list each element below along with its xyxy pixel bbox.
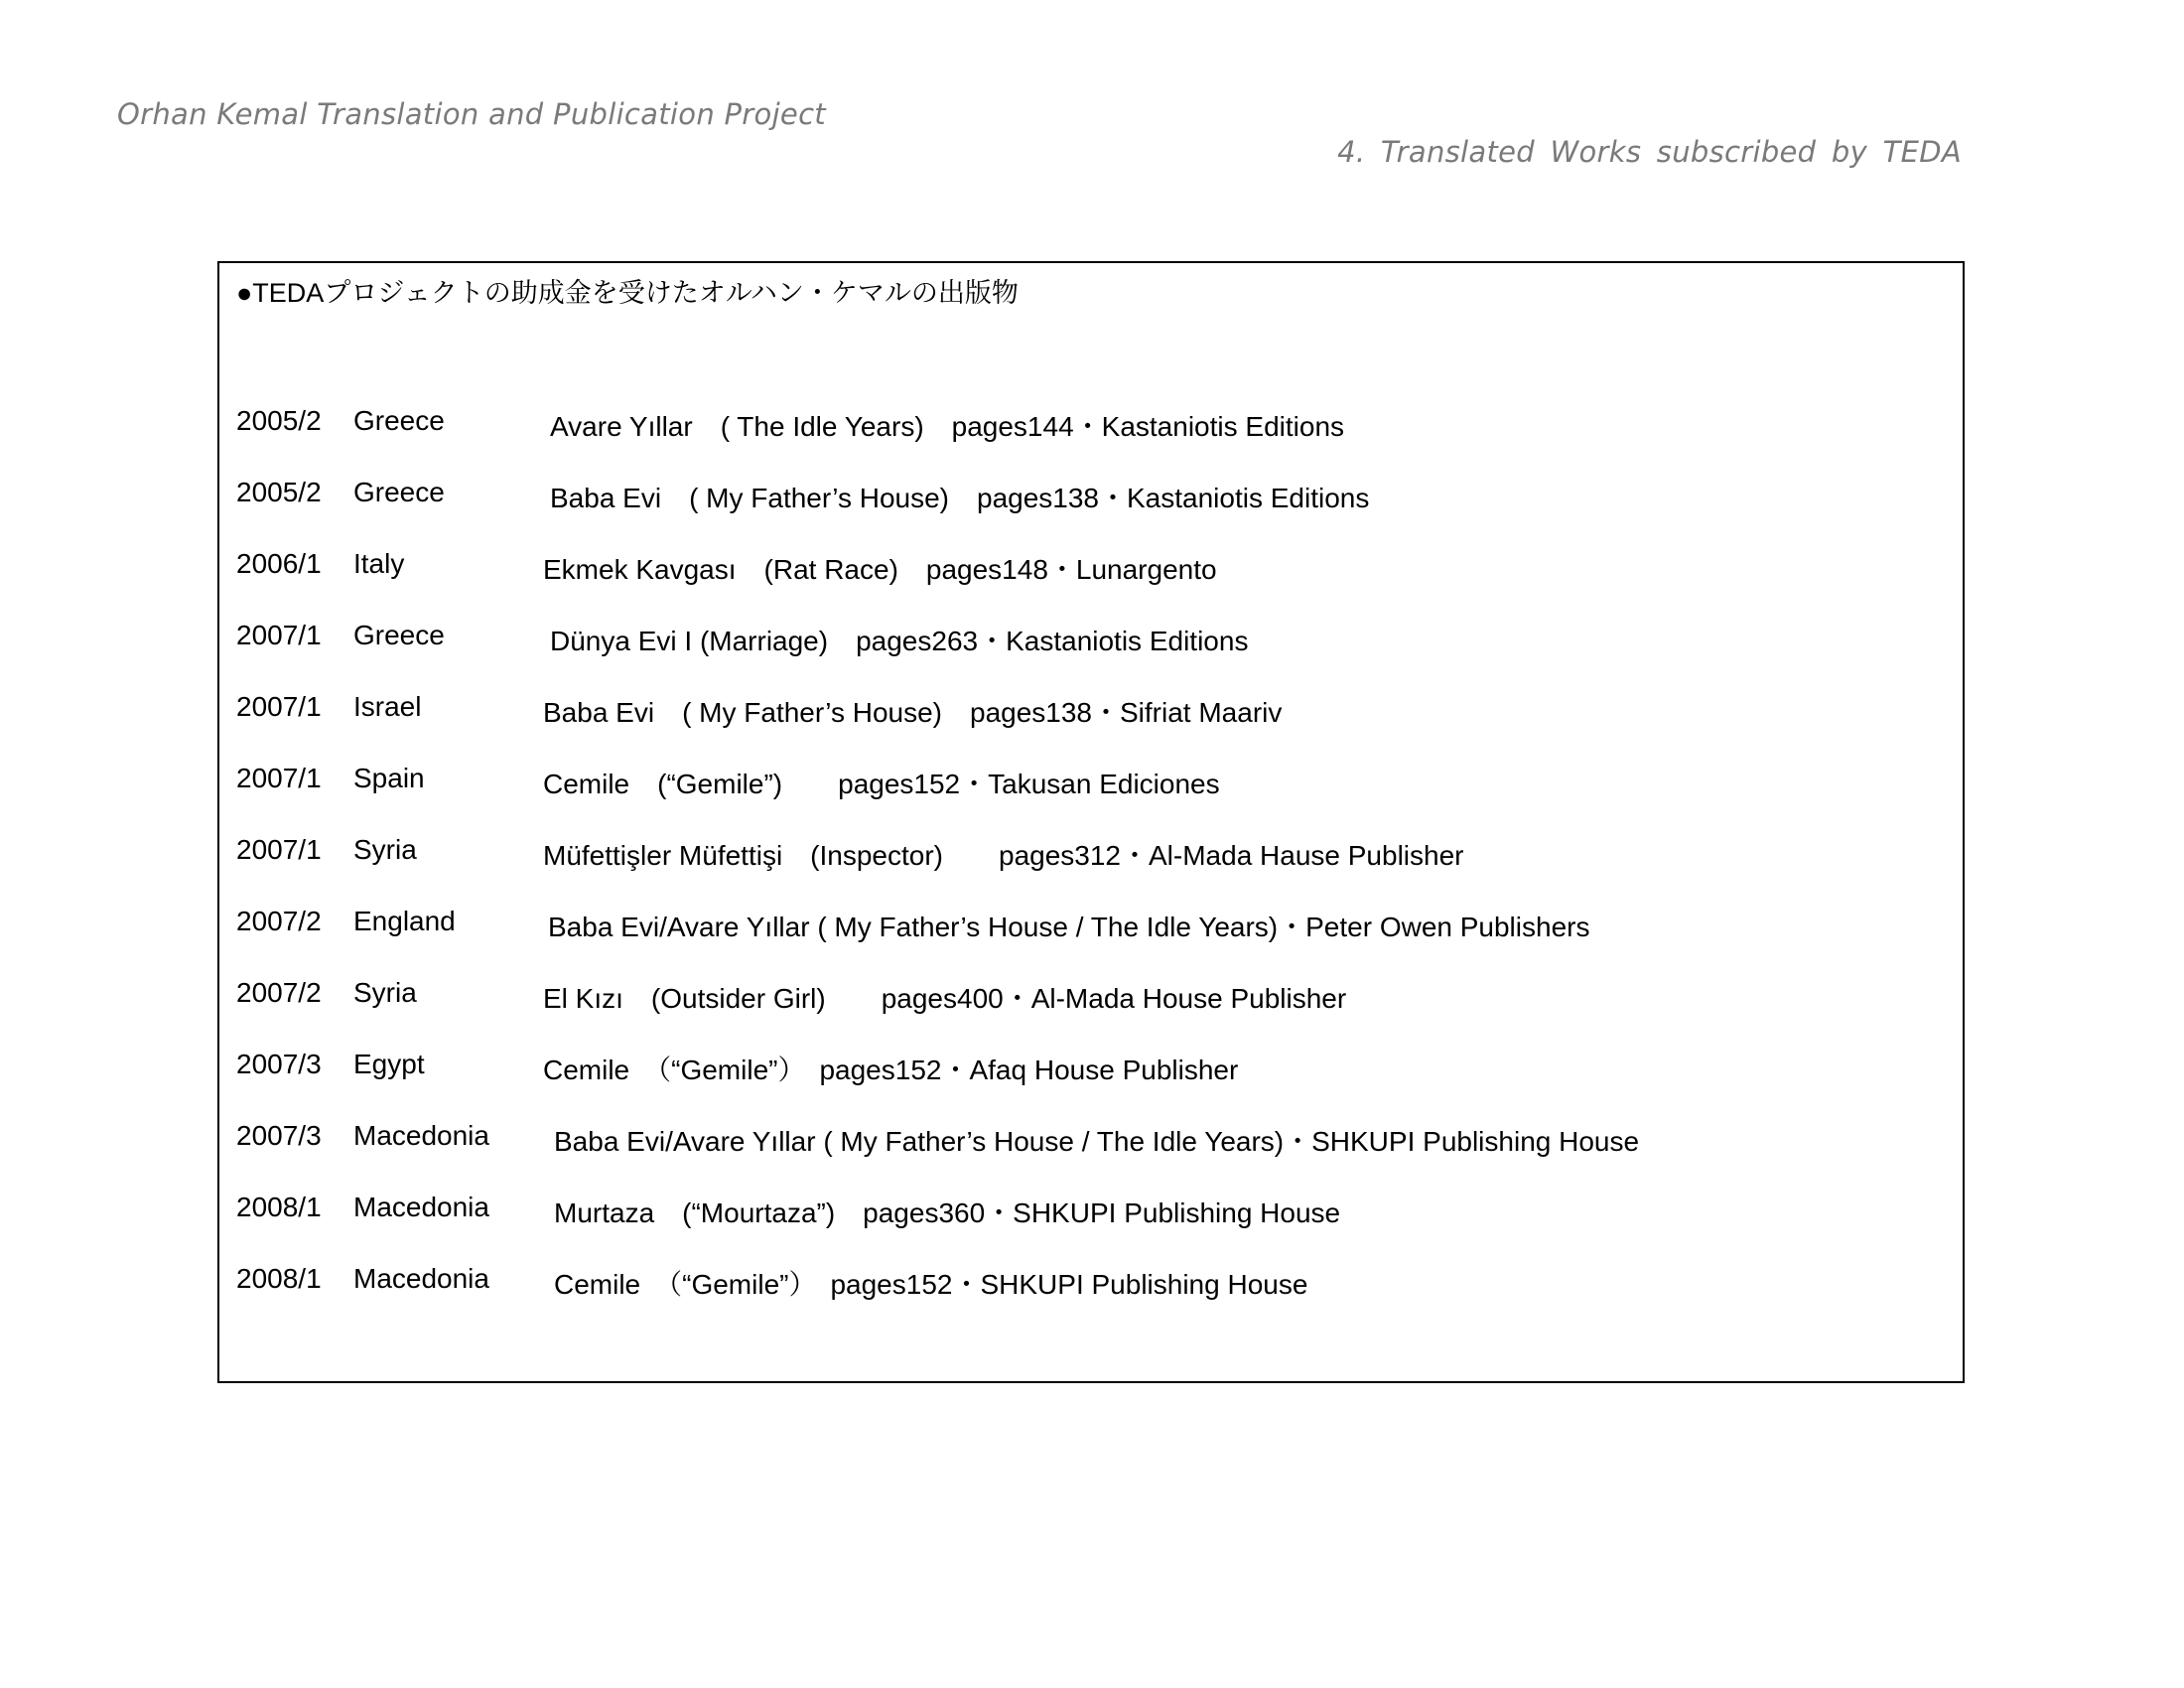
- entry-country: Italy: [353, 548, 405, 579]
- entry-work: Cemile （“Gemile”） pages152・Afaq House Publisher: [543, 1055, 1239, 1085]
- project-title: Orhan Kemal Translation and Publication Project: [117, 97, 826, 131]
- entry-country: Macedonia: [353, 1263, 489, 1294]
- entry-country: Syria: [353, 977, 417, 1008]
- entry-work: Baba Evi/Avare Yıllar ( My Father’s House / The Idle Years)・Peter Owen Publishers: [548, 912, 1590, 942]
- entry-country: England: [353, 906, 456, 936]
- entry-work: Müfettişler Müfettişi (Inspector) pages312・Al-Mada Hause Publisher: [543, 840, 1464, 871]
- publication-list-box: [217, 261, 1965, 1383]
- entry-country: Macedonia: [353, 1192, 489, 1222]
- entry-country: Macedonia: [353, 1120, 489, 1151]
- entry-work: Cemile （“Gemile”） pages152・SHKUPI Publishing House: [554, 1269, 1308, 1300]
- entry-country: Egypt: [353, 1049, 425, 1079]
- entry-date: 2007/3: [236, 1120, 322, 1151]
- entry-work: Baba Evi ( My Father’s House) pages138・Kastaniotis Editions: [550, 483, 1370, 513]
- box-title: ●TEDAプロジェクトの助成金を受けたオルハン・ケマルの出版物: [236, 278, 1019, 308]
- entry-date: 2007/2: [236, 977, 322, 1008]
- entry-date: 2005/2: [236, 405, 322, 436]
- entry-date: 2008/1: [236, 1263, 322, 1294]
- entry-work: Dünya Evi I (Marriage) pages263・Kastaniotis Editions: [550, 626, 1249, 656]
- entry-work: Ekmek Kavgası (Rat Race) pages148・Lunargento: [543, 554, 1217, 585]
- entry-country: Greece: [353, 477, 445, 507]
- entry-country: Syria: [353, 834, 417, 865]
- entry-date: 2007/1: [236, 763, 322, 793]
- entry-work: Baba Evi/Avare Yıllar ( My Father’s House / The Idle Years)・SHKUPI Publishing House: [554, 1126, 1640, 1157]
- entry-date: 2005/2: [236, 477, 322, 507]
- entry-date: 2007/3: [236, 1049, 322, 1079]
- entry-date: 2007/1: [236, 834, 322, 865]
- section-title: 4. Translated Works subscribed by TEDA: [1337, 135, 1962, 169]
- entry-country: Spain: [353, 763, 425, 793]
- entry-country: Israel: [353, 691, 422, 722]
- entry-date: 2008/1: [236, 1192, 322, 1222]
- entry-date: 2007/2: [236, 906, 322, 936]
- entry-date: 2007/1: [236, 691, 322, 722]
- entry-country: Greece: [353, 620, 445, 650]
- entry-work: Baba Evi ( My Father’s House) pages138・Sifriat Maariv: [543, 697, 1283, 728]
- entry-date: 2007/1: [236, 620, 322, 650]
- entry-date: 2006/1: [236, 548, 322, 579]
- entry-country: Greece: [353, 405, 445, 436]
- entry-work: Cemile (“Gemile”) pages152・Takusan Ediciones: [543, 769, 1220, 799]
- entry-work: Murtaza (“Mourtaza”) pages360・SHKUPI Publishing House: [554, 1197, 1341, 1228]
- entry-work: El Kızı (Outsider Girl) pages400・Al-Mada House Publisher: [543, 983, 1347, 1014]
- entry-work: Avare Yıllar ( The Idle Years) pages144・Kastaniotis Editions: [550, 411, 1345, 442]
